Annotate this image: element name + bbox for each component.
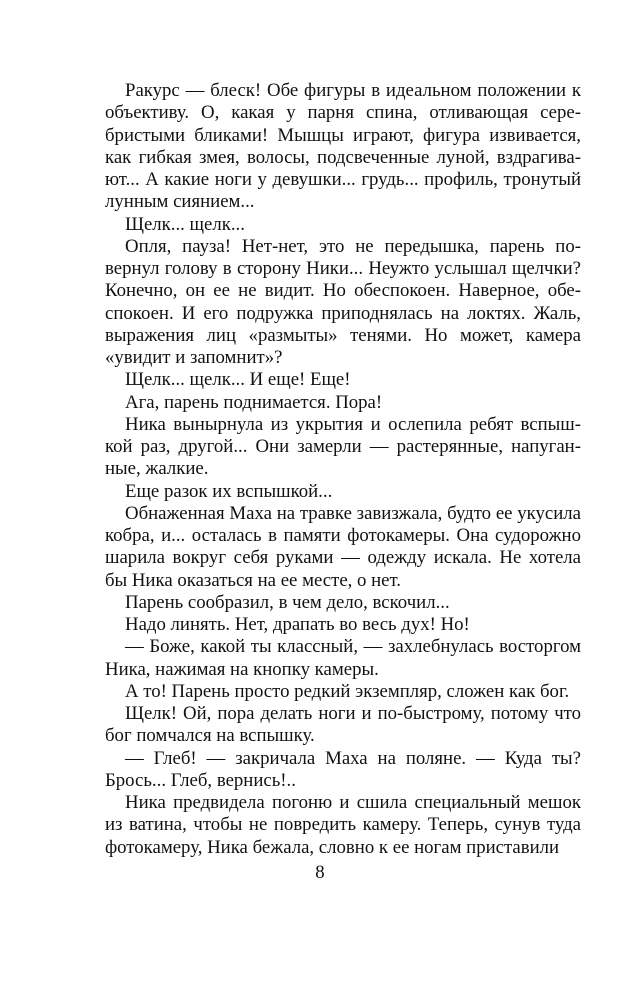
page-body [105,80,581,859]
paragraph: Ника предвидела погоню и сшила специальный мешок из ватина, чтобы не повредить камеру. Теперь, сунув туда фотокамеру, Ника бежала, словно к ее ногам приставили [105,792,581,858]
paragraph: Парень сообразил, в чем дело, вскочил... [125,591,450,613]
paragraph: Щелк! Ой, пора делать ноги и по-быстрому, потому что бог помчался на вспышку. [105,703,581,747]
paragraph: — Боже, какой ты классный, — захлебнулась восторгом Ника, нажимая на кнопку камеры. [105,636,581,680]
paragraph: Опля, пауза! Нет-нет, это не передышка, парень повернул голову в сторону Ники... Неужто услышал щелчки? Конечно, он ее не видит. Но обеспокоен. Наверное, обеспокоен. И его подружка приподнялась на локтях. Жаль, выражения лиц «размыты» тенями. Но может, камера «увидит и запомнит»? [105,235,581,368]
paragraph: Ага, парень поднимается. Пора! [125,391,383,413]
paragraph: — Глеб! — закричала Маха на поляне. — Куда ты? Брось... Глеб, вернись!.. [105,747,581,791]
page-number: 8 [315,862,325,883]
paragraph: А то! Парень просто редкий экземпляр, сложен как бог. [125,680,570,702]
paragraph: Обнаженная Маха на травке завизжала, будто ее укусила кобра, и... осталась в памяти фотокамеры. Она судорожно шарила вокруг себя руками — одежду искала. Не хотела бы Ника оказаться на ее месте, о нет. [105,502,581,591]
paragraph: Надо линять. Нет, драпать во весь дух! Но! [125,614,470,635]
paragraph: Ракурс — блеск! Обе фигуры в идеальном положении к объективу. О, какая у парня спина, отливающая серебристыми бликами! Мышцы играют, фигура извивается, как гибкая змея, волосы, подсвеченные луной, вздрагивают... А какие ноги у девушки... грудь... профиль, тронутый лунным сиянием... [105,80,581,213]
paragraph: Ника вынырнула из укрытия и ослепила ребят вспышкой раз, другой... Они замерли — растерянные, напуганные, жалкие. [105,413,581,480]
paragraph: Щелк... щелк... [125,213,245,235]
paragraph: Щелк... щелк... И еще! Еще! [125,369,351,391]
paragraph: Еще разок их вспышкой... [125,480,333,502]
